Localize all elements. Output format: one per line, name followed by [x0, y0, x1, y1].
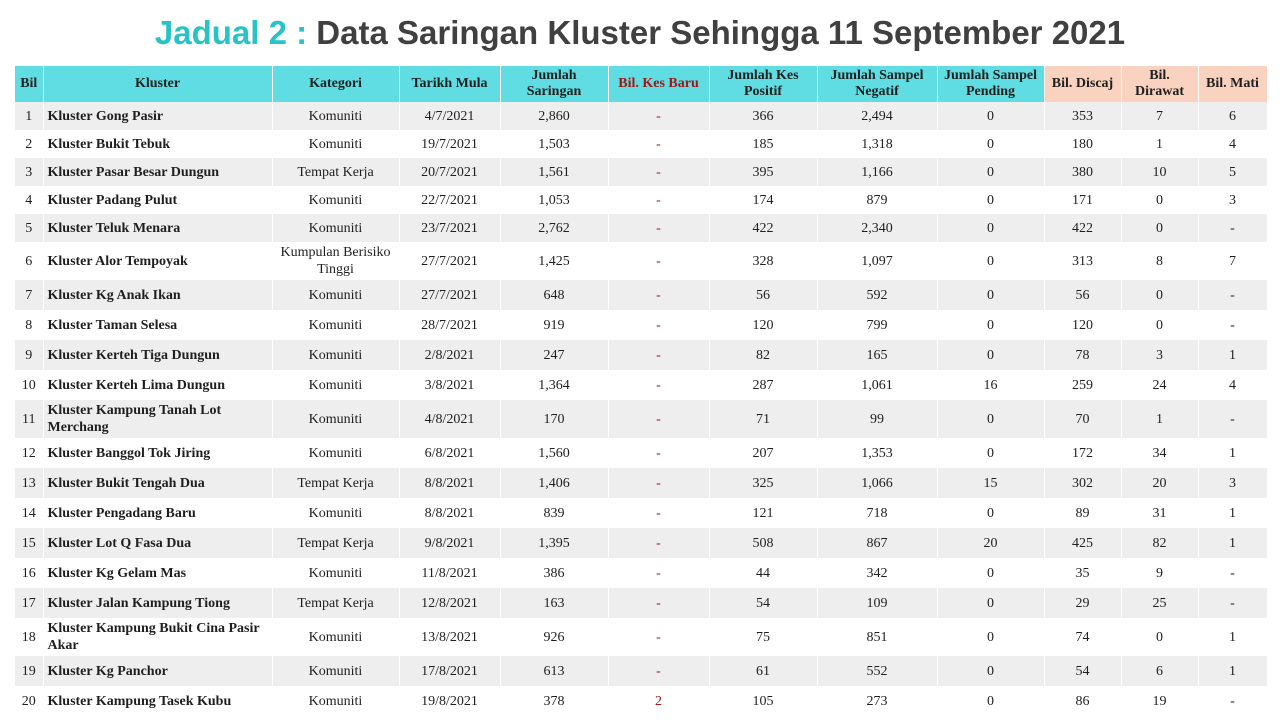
cell-bil-discaj: 120 — [1044, 310, 1121, 340]
cell-jumlah-saringan: 1,053 — [500, 186, 608, 214]
cell-tarikh-mula: 6/8/2021 — [399, 438, 500, 468]
cell-tarikh-mula: 3/8/2021 — [399, 370, 500, 400]
cell-bil-dirawat: 7 — [1121, 102, 1198, 130]
cell-bil-dirawat: 1 — [1121, 130, 1198, 158]
cell-bil-discaj: 74 — [1044, 618, 1121, 656]
cell-bil-kes-baru: - — [608, 214, 709, 242]
cell-jumlah-kes-positif: 121 — [709, 498, 817, 528]
table-row — [15, 186, 1267, 214]
cell-jumlah-sampel-pending: 15 — [937, 468, 1044, 498]
cell-tarikh-mula: 27/7/2021 — [399, 242, 500, 280]
cell-kluster: Kluster Bukit Tebuk — [43, 130, 272, 158]
cell-jumlah-kes-positif: 105 — [709, 686, 817, 716]
cell-bil: 5 — [15, 214, 43, 242]
cell-bil-mati: 6 — [1198, 102, 1267, 130]
cell-jumlah-kes-positif: 422 — [709, 214, 817, 242]
cell-jumlah-sampel-negatif: 342 — [817, 558, 937, 588]
cell-kategori: Komuniti — [272, 186, 399, 214]
cell-kluster: Kluster Gong Pasir — [43, 102, 272, 130]
cell-bil-dirawat: 8 — [1121, 242, 1198, 280]
cell-jumlah-sampel-pending: 0 — [937, 280, 1044, 310]
cell-bil-kes-baru: - — [608, 558, 709, 588]
cell-bil-discaj: 35 — [1044, 558, 1121, 588]
table-row — [15, 618, 1267, 656]
header-bil-discaj: Bil. Discaj — [1044, 66, 1121, 102]
cell-tarikh-mula: 19/7/2021 — [399, 130, 500, 158]
cell-bil-mati: - — [1198, 588, 1267, 618]
cell-bil: 15 — [15, 528, 43, 558]
cell-bil-kes-baru: - — [608, 528, 709, 558]
cell-jumlah-saringan: 839 — [500, 498, 608, 528]
cell-bil-discaj: 86 — [1044, 686, 1121, 716]
cell-jumlah-kes-positif: 508 — [709, 528, 817, 558]
cell-bil: 18 — [15, 618, 43, 656]
cell-bil-mati: 3 — [1198, 468, 1267, 498]
cell-tarikh-mula: 8/8/2021 — [399, 498, 500, 528]
cell-bil: 10 — [15, 370, 43, 400]
cell-jumlah-sampel-negatif: 2,340 — [817, 214, 937, 242]
cell-bil: 7 — [15, 280, 43, 310]
cell-bil: 14 — [15, 498, 43, 528]
cell-bil-mati: 7 — [1198, 242, 1267, 280]
cell-jumlah-kes-positif: 185 — [709, 130, 817, 158]
cell-bil-discaj: 180 — [1044, 130, 1121, 158]
header-jumlah-sampel-pending: Jumlah Sampel Pending — [937, 66, 1044, 102]
cluster-table — [15, 66, 1268, 716]
cell-bil-mati: 1 — [1198, 528, 1267, 558]
cell-jumlah-kes-positif: 395 — [709, 158, 817, 186]
cell-bil-dirawat: 25 — [1121, 588, 1198, 618]
cell-jumlah-saringan: 1,395 — [500, 528, 608, 558]
cell-jumlah-sampel-negatif: 718 — [817, 498, 937, 528]
cell-jumlah-sampel-pending: 0 — [937, 102, 1044, 130]
cell-kategori: Komuniti — [272, 558, 399, 588]
table-row — [15, 438, 1267, 468]
cell-bil-dirawat: 24 — [1121, 370, 1198, 400]
cell-jumlah-saringan: 1,561 — [500, 158, 608, 186]
table-row — [15, 528, 1267, 558]
cell-bil-dirawat: 0 — [1121, 310, 1198, 340]
cell-bil: 1 — [15, 102, 43, 130]
header-bil-kes-baru: Bil. Kes Baru — [608, 66, 709, 102]
cell-bil-mati: 5 — [1198, 158, 1267, 186]
cell-bil-discaj: 172 — [1044, 438, 1121, 468]
cell-jumlah-sampel-negatif: 1,318 — [817, 130, 937, 158]
cell-jumlah-sampel-pending: 0 — [937, 130, 1044, 158]
cell-jumlah-kes-positif: 120 — [709, 310, 817, 340]
cell-kluster: Kluster Pengadang Baru — [43, 498, 272, 528]
cell-jumlah-sampel-negatif: 799 — [817, 310, 937, 340]
cell-bil: 2 — [15, 130, 43, 158]
cell-bil-discaj: 78 — [1044, 340, 1121, 370]
cell-kategori: Komuniti — [272, 130, 399, 158]
cell-bil: 4 — [15, 186, 43, 214]
cell-tarikh-mula: 11/8/2021 — [399, 558, 500, 588]
cell-jumlah-sampel-pending: 0 — [937, 558, 1044, 588]
cell-bil-discaj: 313 — [1044, 242, 1121, 280]
header-jumlah-kes-positif: Jumlah Kes Positif — [709, 66, 817, 102]
header-jumlah-sampel-negatif: Jumlah Sampel Negatif — [817, 66, 937, 102]
title-text: Data Saringan Kluster Sehingga 11 September 2021 — [316, 14, 1126, 51]
cell-bil-kes-baru: - — [608, 588, 709, 618]
cell-jumlah-sampel-pending: 0 — [937, 340, 1044, 370]
cell-bil-mati: 1 — [1198, 340, 1267, 370]
cell-jumlah-sampel-negatif: 1,097 — [817, 242, 937, 280]
title-lead: Jadual 2 : — [154, 14, 308, 51]
cell-jumlah-sampel-negatif: 109 — [817, 588, 937, 618]
cell-kluster: Kluster Bukit Tengah Dua — [43, 468, 272, 498]
cell-bil-discaj: 70 — [1044, 400, 1121, 438]
table-header-row — [15, 66, 1267, 102]
table-row — [15, 400, 1267, 438]
cell-jumlah-sampel-negatif: 165 — [817, 340, 937, 370]
cell-jumlah-sampel-pending: 20 — [937, 528, 1044, 558]
cell-bil-dirawat: 0 — [1121, 214, 1198, 242]
table-row — [15, 588, 1267, 618]
cell-bil-kes-baru: - — [608, 130, 709, 158]
table-row — [15, 656, 1267, 686]
cell-jumlah-sampel-negatif: 1,353 — [817, 438, 937, 468]
cell-jumlah-sampel-pending: 0 — [937, 158, 1044, 186]
cell-jumlah-saringan: 1,503 — [500, 130, 608, 158]
table-row — [15, 686, 1267, 716]
cell-jumlah-sampel-pending: 0 — [937, 498, 1044, 528]
cell-bil-dirawat: 0 — [1121, 618, 1198, 656]
table-row — [15, 214, 1267, 242]
cell-jumlah-sampel-pending: 16 — [937, 370, 1044, 400]
cell-jumlah-kes-positif: 287 — [709, 370, 817, 400]
table-row — [15, 130, 1267, 158]
cell-jumlah-kes-positif: 328 — [709, 242, 817, 280]
cell-bil-kes-baru: - — [608, 618, 709, 656]
cell-kluster: Kluster Kerteh Lima Dungun — [43, 370, 272, 400]
cell-kategori: Komuniti — [272, 214, 399, 242]
cell-kluster: Kluster Pasar Besar Dungun — [43, 158, 272, 186]
cell-bil-dirawat: 3 — [1121, 340, 1198, 370]
header-kategori: Kategori — [272, 66, 399, 102]
cell-jumlah-saringan: 1,406 — [500, 468, 608, 498]
cell-bil-mati: 1 — [1198, 618, 1267, 656]
cell-jumlah-kes-positif: 75 — [709, 618, 817, 656]
cell-kluster: Kluster Kerteh Tiga Dungun — [43, 340, 272, 370]
cell-bil-kes-baru: - — [608, 158, 709, 186]
cell-tarikh-mula: 9/8/2021 — [399, 528, 500, 558]
cell-bil-kes-baru: - — [608, 656, 709, 686]
cell-bil: 17 — [15, 588, 43, 618]
cell-kategori: Komuniti — [272, 686, 399, 716]
cell-tarikh-mula: 4/8/2021 — [399, 400, 500, 438]
cell-bil: 13 — [15, 468, 43, 498]
cell-kategori: Komuniti — [272, 618, 399, 656]
cell-jumlah-sampel-pending: 0 — [937, 438, 1044, 468]
cell-tarikh-mula: 27/7/2021 — [399, 280, 500, 310]
table-row — [15, 280, 1267, 310]
cell-bil-dirawat: 20 — [1121, 468, 1198, 498]
cell-kluster: Kluster Banggol Tok Jiring — [43, 438, 272, 468]
cell-jumlah-saringan: 919 — [500, 310, 608, 340]
cell-bil-discaj: 56 — [1044, 280, 1121, 310]
cell-jumlah-sampel-negatif: 552 — [817, 656, 937, 686]
cell-jumlah-sampel-pending: 0 — [937, 686, 1044, 716]
cell-bil-kes-baru: 2 — [608, 686, 709, 716]
cell-bil-kes-baru: - — [608, 340, 709, 370]
cell-bil-mati: 1 — [1198, 656, 1267, 686]
cell-bil-kes-baru: - — [608, 280, 709, 310]
cell-jumlah-sampel-negatif: 273 — [817, 686, 937, 716]
cell-bil-dirawat: 0 — [1121, 280, 1198, 310]
cell-kategori: Komuniti — [272, 310, 399, 340]
cell-jumlah-sampel-negatif: 99 — [817, 400, 937, 438]
cell-jumlah-sampel-negatif: 867 — [817, 528, 937, 558]
cell-jumlah-kes-positif: 366 — [709, 102, 817, 130]
cell-tarikh-mula: 19/8/2021 — [399, 686, 500, 716]
cell-bil-mati: - — [1198, 280, 1267, 310]
cell-kluster: Kluster Kampung Tanah Lot Merchang — [43, 400, 272, 438]
cell-jumlah-sampel-negatif: 1,061 — [817, 370, 937, 400]
cell-bil-mati: 1 — [1198, 498, 1267, 528]
cell-bil-mati: 4 — [1198, 130, 1267, 158]
table-row — [15, 340, 1267, 370]
cell-jumlah-kes-positif: 44 — [709, 558, 817, 588]
cell-bil-kes-baru: - — [608, 468, 709, 498]
cell-kluster: Kluster Kg Anak Ikan — [43, 280, 272, 310]
cell-jumlah-saringan: 386 — [500, 558, 608, 588]
cell-tarikh-mula: 23/7/2021 — [399, 214, 500, 242]
cell-bil-kes-baru: - — [608, 498, 709, 528]
cell-kategori: Komuniti — [272, 498, 399, 528]
cell-kluster: Kluster Taman Selesa — [43, 310, 272, 340]
cell-bil: 16 — [15, 558, 43, 588]
cell-bil-dirawat: 0 — [1121, 186, 1198, 214]
cell-bil-dirawat: 1 — [1121, 400, 1198, 438]
cell-bil: 9 — [15, 340, 43, 370]
cell-jumlah-kes-positif: 61 — [709, 656, 817, 686]
cell-jumlah-kes-positif: 207 — [709, 438, 817, 468]
cell-jumlah-sampel-negatif: 2,494 — [817, 102, 937, 130]
cell-jumlah-saringan: 170 — [500, 400, 608, 438]
cell-bil-mati: 1 — [1198, 438, 1267, 468]
cell-bil-mati: - — [1198, 400, 1267, 438]
cell-tarikh-mula: 28/7/2021 — [399, 310, 500, 340]
cell-tarikh-mula: 20/7/2021 — [399, 158, 500, 186]
cell-kluster: Kluster Kg Gelam Mas — [43, 558, 272, 588]
cell-jumlah-saringan: 247 — [500, 340, 608, 370]
cell-kategori: Komuniti — [272, 400, 399, 438]
cell-jumlah-saringan: 163 — [500, 588, 608, 618]
cell-jumlah-saringan: 1,425 — [500, 242, 608, 280]
cell-kluster: Kluster Padang Pulut — [43, 186, 272, 214]
cell-kategori: Kumpulan Berisiko Tinggi — [272, 242, 399, 280]
cell-bil-mati: 4 — [1198, 370, 1267, 400]
cell-jumlah-saringan: 378 — [500, 686, 608, 716]
cell-bil-discaj: 425 — [1044, 528, 1121, 558]
cell-jumlah-sampel-pending: 0 — [937, 310, 1044, 340]
cell-kluster: Kluster Jalan Kampung Tiong — [43, 588, 272, 618]
header-bil: Bil — [15, 66, 43, 102]
cell-jumlah-saringan: 648 — [500, 280, 608, 310]
cell-bil-kes-baru: - — [608, 102, 709, 130]
cell-bil-mati: - — [1198, 686, 1267, 716]
table-row — [15, 468, 1267, 498]
cell-kluster: Kluster Alor Tempoyak — [43, 242, 272, 280]
cell-bil-discaj: 29 — [1044, 588, 1121, 618]
cell-bil-kes-baru: - — [608, 242, 709, 280]
cell-jumlah-saringan: 2,860 — [500, 102, 608, 130]
cell-tarikh-mula: 8/8/2021 — [399, 468, 500, 498]
cell-jumlah-kes-positif: 325 — [709, 468, 817, 498]
cell-jumlah-kes-positif: 71 — [709, 400, 817, 438]
page-title — [0, 14, 1280, 52]
cell-kluster: Kluster Kg Panchor — [43, 656, 272, 686]
cell-bil-discaj: 259 — [1044, 370, 1121, 400]
cell-bil-dirawat: 31 — [1121, 498, 1198, 528]
cell-kluster: Kluster Kampung Bukit Cina Pasir Akar — [43, 618, 272, 656]
table-row — [15, 498, 1267, 528]
cell-tarikh-mula: 13/8/2021 — [399, 618, 500, 656]
cell-bil: 8 — [15, 310, 43, 340]
header-bil-dirawat: Bil. Dirawat — [1121, 66, 1198, 102]
cell-kluster: Kluster Lot Q Fasa Dua — [43, 528, 272, 558]
table-row — [15, 310, 1267, 340]
cell-jumlah-kes-positif: 82 — [709, 340, 817, 370]
cell-kategori: Komuniti — [272, 438, 399, 468]
cell-jumlah-sampel-pending: 0 — [937, 588, 1044, 618]
cell-bil-kes-baru: - — [608, 310, 709, 340]
cell-bil-kes-baru: - — [608, 186, 709, 214]
cell-jumlah-sampel-negatif: 879 — [817, 186, 937, 214]
cell-bil: 20 — [15, 686, 43, 716]
cell-kategori: Komuniti — [272, 280, 399, 310]
table-row — [15, 158, 1267, 186]
cell-bil-dirawat: 19 — [1121, 686, 1198, 716]
cell-bil-discaj: 171 — [1044, 186, 1121, 214]
table-row — [15, 242, 1267, 280]
cell-tarikh-mula: 17/8/2021 — [399, 656, 500, 686]
cell-jumlah-kes-positif: 56 — [709, 280, 817, 310]
cell-bil-discaj: 380 — [1044, 158, 1121, 186]
cell-jumlah-sampel-pending: 0 — [937, 242, 1044, 280]
cell-jumlah-saringan: 1,560 — [500, 438, 608, 468]
cell-bil-discaj: 353 — [1044, 102, 1121, 130]
cell-bil: 19 — [15, 656, 43, 686]
cell-jumlah-sampel-negatif: 1,166 — [817, 158, 937, 186]
cell-bil-mati: - — [1198, 310, 1267, 340]
cell-bil-dirawat: 6 — [1121, 656, 1198, 686]
cell-bil-mati: 3 — [1198, 186, 1267, 214]
cell-bil-discaj: 89 — [1044, 498, 1121, 528]
cell-bil-dirawat: 82 — [1121, 528, 1198, 558]
header-tarikh-mula: Tarikh Mula — [399, 66, 500, 102]
header-bil-mati: Bil. Mati — [1198, 66, 1267, 102]
cell-bil-dirawat: 9 — [1121, 558, 1198, 588]
cell-jumlah-sampel-negatif: 1,066 — [817, 468, 937, 498]
cell-jumlah-sampel-pending: 0 — [937, 656, 1044, 686]
cell-bil-discaj: 422 — [1044, 214, 1121, 242]
cell-jumlah-sampel-negatif: 851 — [817, 618, 937, 656]
cell-kategori: Komuniti — [272, 102, 399, 130]
cell-jumlah-kes-positif: 54 — [709, 588, 817, 618]
table-row — [15, 558, 1267, 588]
cell-bil-dirawat: 10 — [1121, 158, 1198, 186]
cell-kluster: Kluster Teluk Menara — [43, 214, 272, 242]
cell-jumlah-saringan: 1,364 — [500, 370, 608, 400]
cell-bil: 12 — [15, 438, 43, 468]
table-row — [15, 370, 1267, 400]
cell-jumlah-sampel-pending: 0 — [937, 186, 1044, 214]
cell-bil: 6 — [15, 242, 43, 280]
cell-jumlah-kes-positif: 174 — [709, 186, 817, 214]
cell-jumlah-sampel-pending: 0 — [937, 400, 1044, 438]
cell-bil-discaj: 302 — [1044, 468, 1121, 498]
cell-tarikh-mula: 4/7/2021 — [399, 102, 500, 130]
cell-jumlah-sampel-negatif: 592 — [817, 280, 937, 310]
cell-kategori: Komuniti — [272, 370, 399, 400]
cell-tarikh-mula: 12/8/2021 — [399, 588, 500, 618]
header-kluster: Kluster — [43, 66, 272, 102]
header-jumlah-saringan: Jumlah Saringan — [500, 66, 608, 102]
cell-jumlah-saringan: 926 — [500, 618, 608, 656]
cell-bil: 3 — [15, 158, 43, 186]
cell-bil: 11 — [15, 400, 43, 438]
cell-kategori: Tempat Kerja — [272, 158, 399, 186]
cell-bil-dirawat: 34 — [1121, 438, 1198, 468]
cell-jumlah-sampel-pending: 0 — [937, 618, 1044, 656]
cell-bil-discaj: 54 — [1044, 656, 1121, 686]
cell-bil-mati: - — [1198, 214, 1267, 242]
cell-bil-kes-baru: - — [608, 370, 709, 400]
table-row — [15, 102, 1267, 130]
cell-jumlah-sampel-pending: 0 — [937, 214, 1044, 242]
cell-tarikh-mula: 2/8/2021 — [399, 340, 500, 370]
cell-jumlah-saringan: 613 — [500, 656, 608, 686]
cell-kategori: Komuniti — [272, 340, 399, 370]
table-body — [15, 102, 1267, 716]
cell-bil-kes-baru: - — [608, 400, 709, 438]
cell-tarikh-mula: 22/7/2021 — [399, 186, 500, 214]
cell-kategori: Tempat Kerja — [272, 588, 399, 618]
cell-kategori: Komuniti — [272, 656, 399, 686]
cell-kluster: Kluster Kampung Tasek Kubu — [43, 686, 272, 716]
cell-kategori: Tempat Kerja — [272, 528, 399, 558]
cell-jumlah-saringan: 2,762 — [500, 214, 608, 242]
cell-kategori: Tempat Kerja — [272, 468, 399, 498]
cell-bil-mati: - — [1198, 558, 1267, 588]
cell-bil-kes-baru: - — [608, 438, 709, 468]
